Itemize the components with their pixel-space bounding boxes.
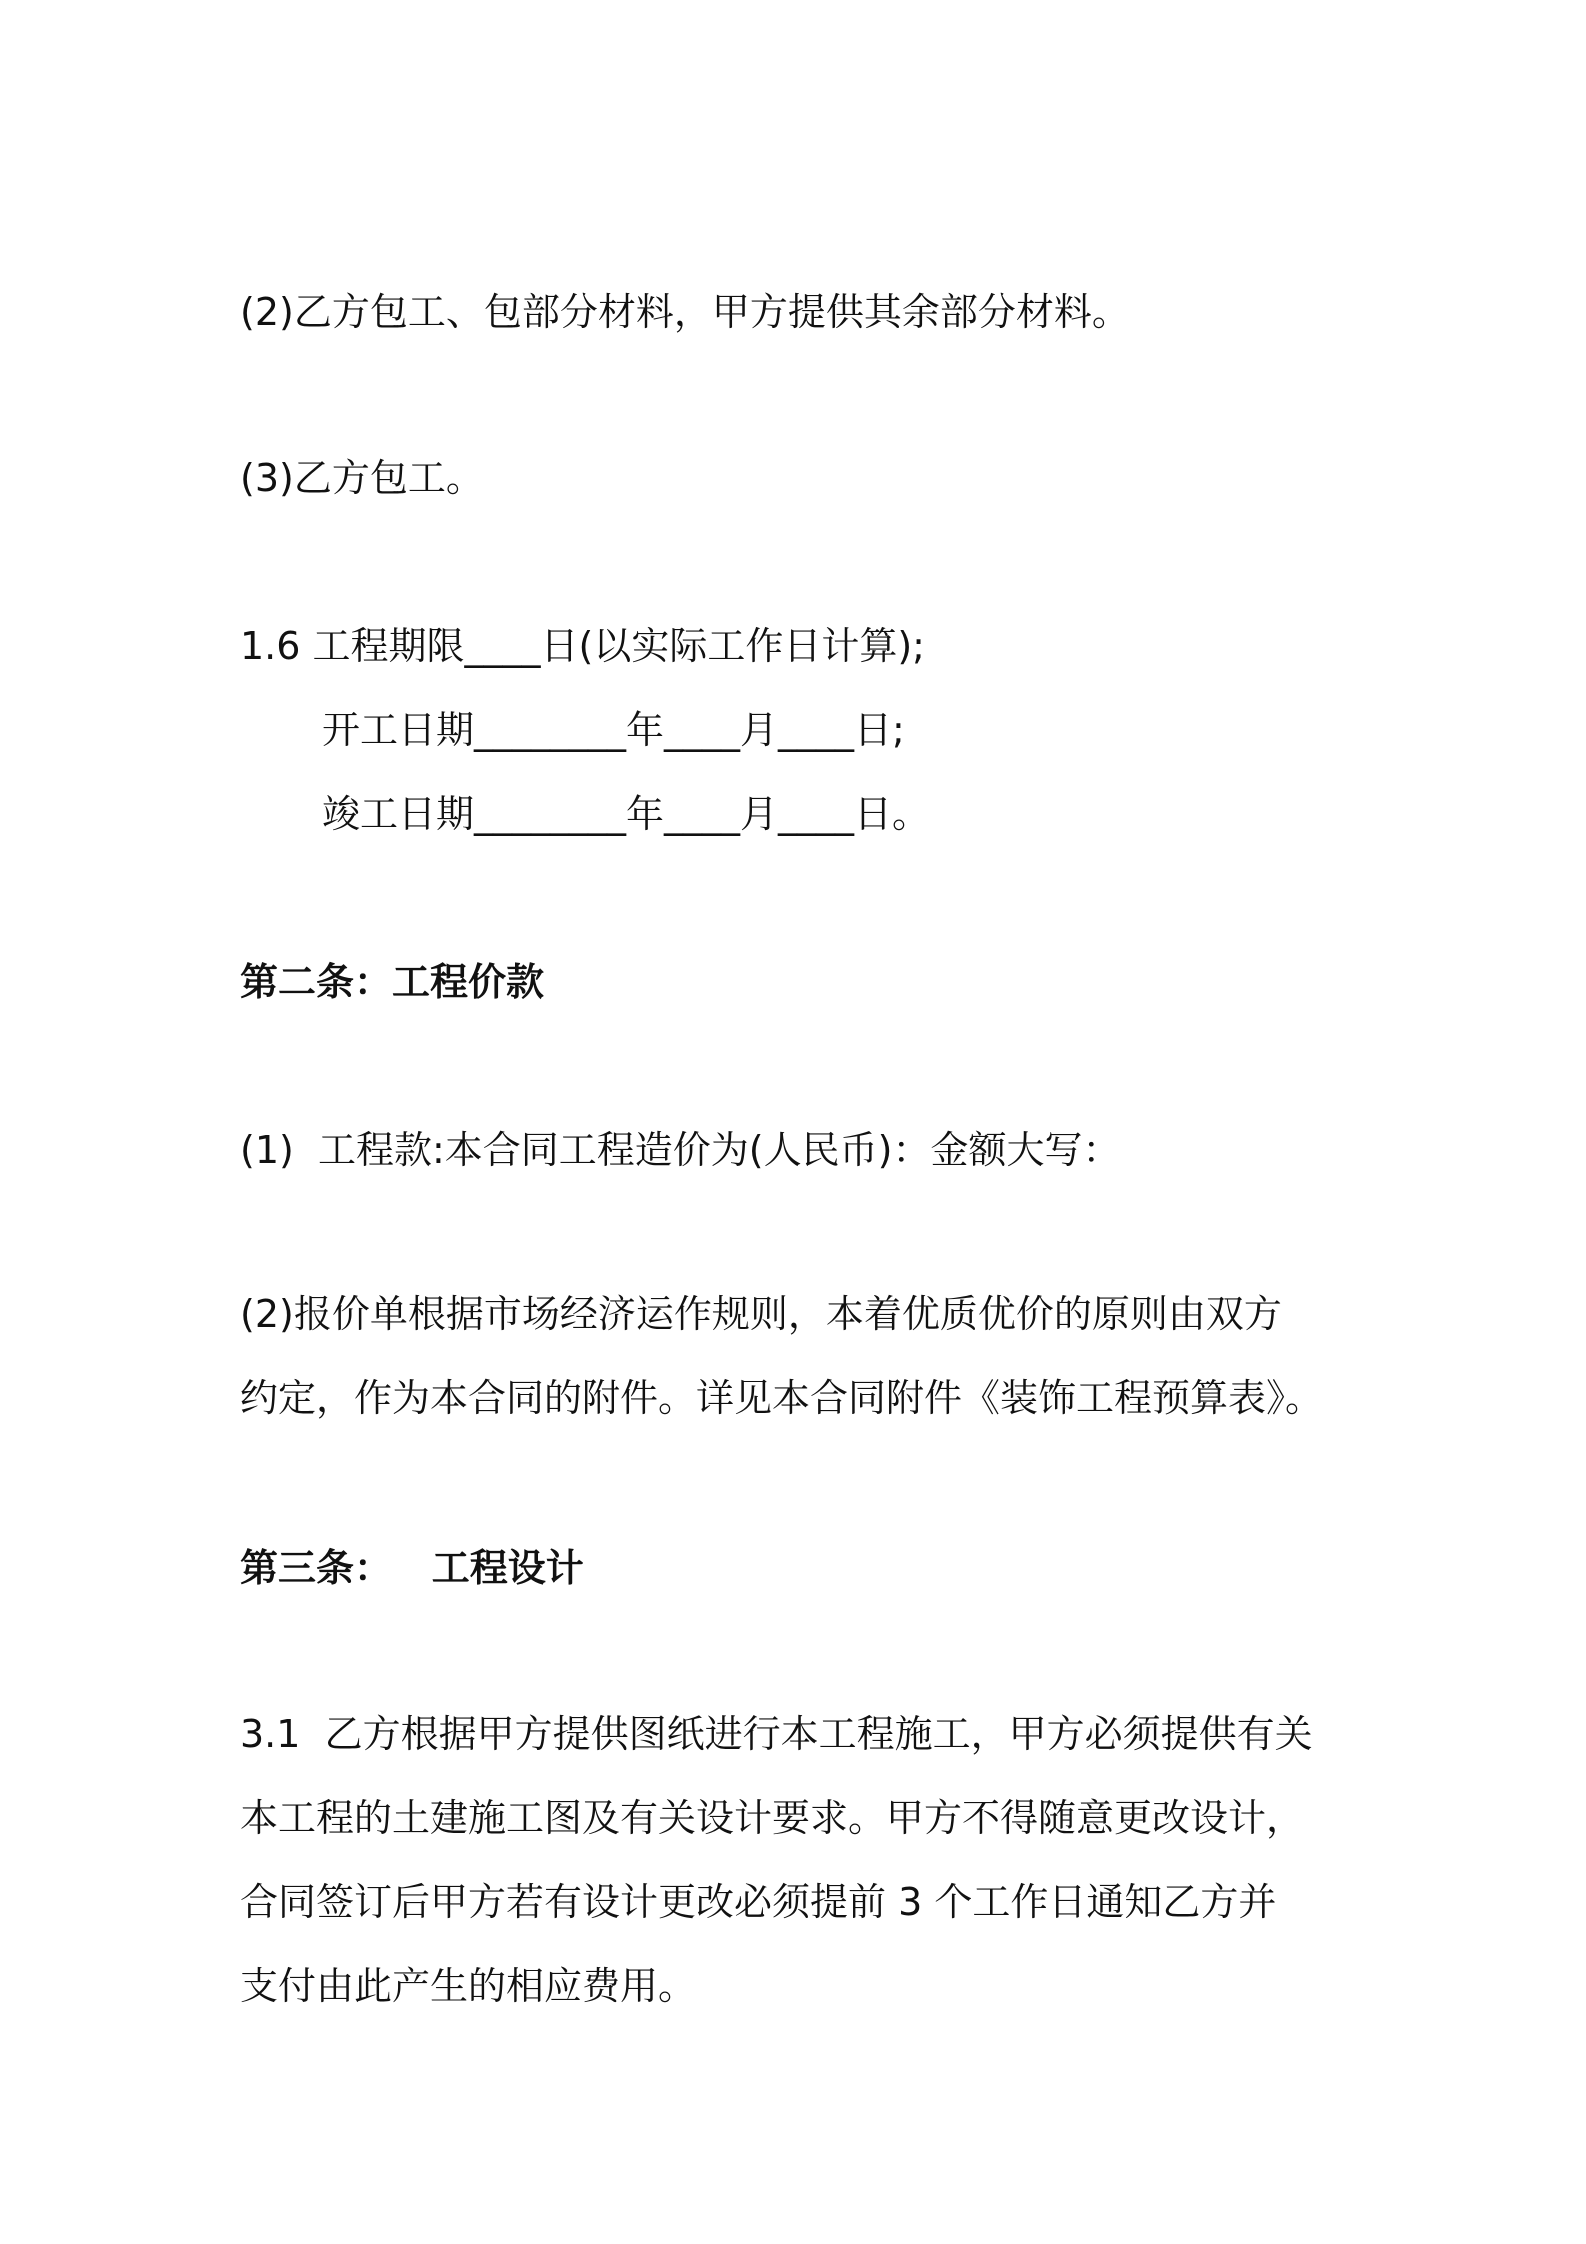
clause-1-6-duration: 1.6 工程期限____日(以实际工作日计算); (240, 624, 925, 668)
article-3-paragraph-1-line-3: 合同签订后甲方若有设计更改必须提前 3 个工作日通知乙方并 (240, 1880, 1277, 1924)
article-3-title: 第三条： 工程设计 (240, 1546, 584, 1590)
item-3-text: (3)乙方包工。 (240, 456, 484, 500)
article-2-paragraph-2-line-2: 约定，作为本合同的附件。详见本合同附件《装饰工程预算表》。 (240, 1376, 1324, 1420)
clause-1-6-end-date: 竣工日期________年____月____日。 (322, 792, 931, 836)
article-2-title: 第二条：工程价款 (240, 960, 545, 1004)
article-2-paragraph-2-line-1: (2)报价单根据市场经济运作规则，本着优质优价的原则由双方 (240, 1292, 1282, 1336)
clause-1-6-start-date: 开工日期________年____月____日; (322, 708, 905, 752)
article-2-paragraph-1: (1) 工程款:本合同工程造价为(人民币)：金额大写： (240, 1128, 1121, 1172)
article-3-paragraph-1-line-4: 支付由此产生的相应费用。 (240, 1964, 697, 2008)
item-2-text: (2)乙方包工、包部分材料，甲方提供其余部分材料。 (240, 290, 1130, 334)
article-3-paragraph-1-line-2: 本工程的土建施工图及有关设计要求。甲方不得随意更改设计， (240, 1796, 1305, 1840)
article-3-paragraph-1-line-1: 3.1 乙方根据甲方提供图纸进行本工程施工，甲方必须提供有关 (240, 1712, 1313, 1756)
